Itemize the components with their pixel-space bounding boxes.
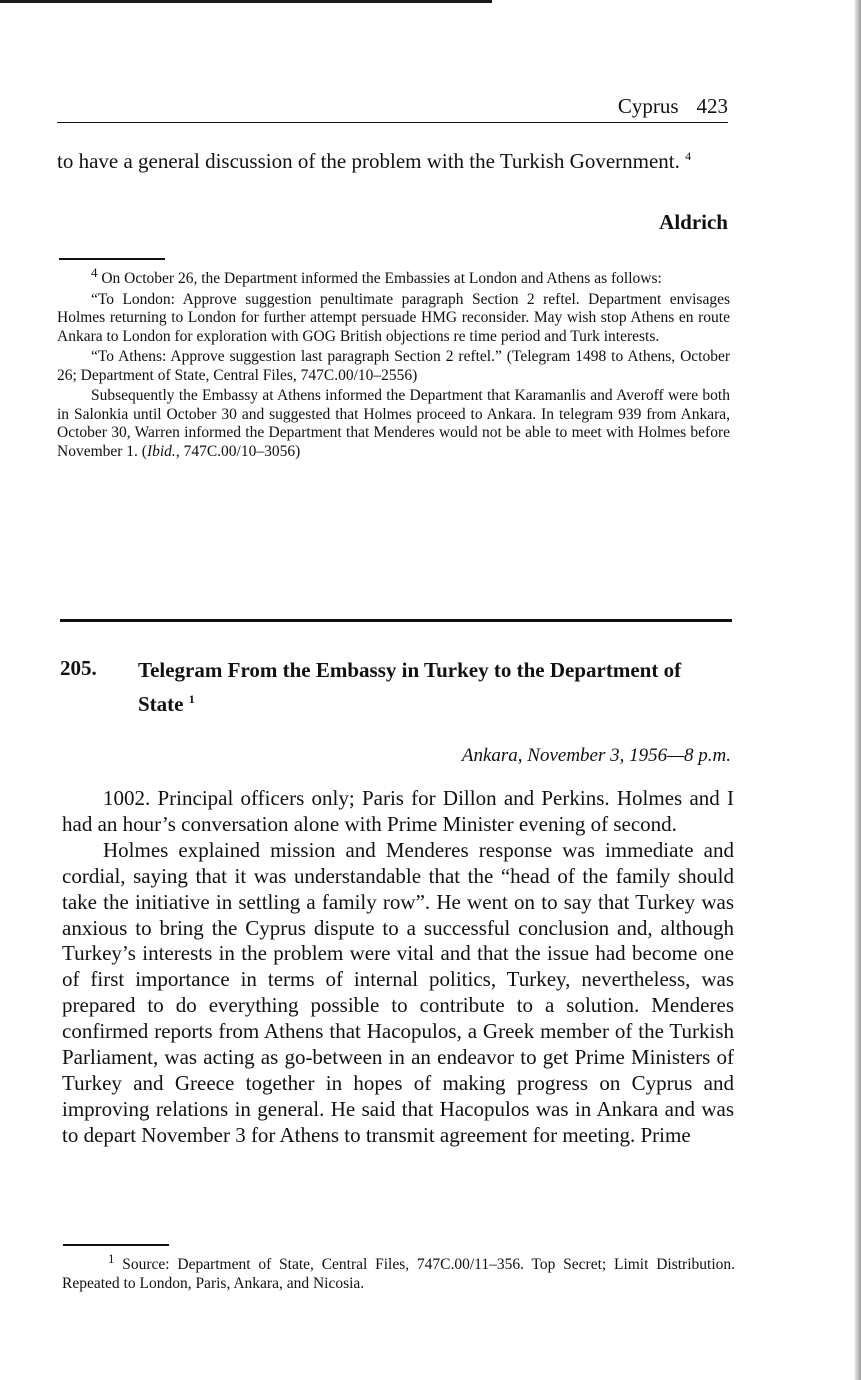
footnote-1 <box>62 1249 735 1293</box>
continuation-paragraph <box>57 142 728 176</box>
running-header <box>57 94 728 123</box>
footnote-4-p4-text: Subsequently the Embassy at Athens informed the Department that Karamanlis and Averoff were both in Salonkia until October 30 and suggested that Holmes proceed to Ankara. In telegram 939 from Ankara, October 30, Warren informed the Department that Menderes would not be able to meet with Holmes before November 1. ( <box>57 387 730 460</box>
body-paragraph-2: Holmes explained mission and Menderes response was immediate and cordial, saying that it was understandable that the “head of the family should take the initiative in settling a family row”. He went on to say that Turkey was anxious to bring the Cyprus dispute to a successful conclusion and, although Turkey’s interests in the problem were vital and that the issue had become one of first importance in terms of internal politics, Turkey, nevertheless, was prepared to do everything possible to contribute to a solution. Menderes confirmed reports from Athens that Hacopulos, a Greek member of the Turkish Parliament, was acting as go-between in an endeavor to get Prime Ministers of Turkey and Greece together in hopes of making progress on Cyprus and improving relations in general. He said that Hacopulos was in Ankara and was to depart November 3 for Athens to transmit agreement for meeting. Prime <box>62 837 734 1147</box>
document-title <box>138 656 698 719</box>
footnote-4-p4-end: , 747C.00/10–3056) <box>175 442 301 460</box>
footnote-1-number: 1 <box>108 1251 115 1266</box>
footnote-4 <box>57 264 730 463</box>
continuation-text: to have a general discussion of the problem with the Turkish Government. <box>57 149 680 173</box>
footnote-4-number: 4 <box>91 265 98 280</box>
top-scan-rule <box>0 0 492 3</box>
header-right <box>618 94 728 119</box>
telegram-body <box>62 786 734 1149</box>
body-paragraph-1: 1002. Principal officers only; Paris for Dillon and Perkins. Holmes and I had an hour’s conversation alone with Prime Minister evening of second. <box>62 786 734 836</box>
section-divider <box>60 619 732 622</box>
footnote-4-ibid: Ibid. <box>146 442 176 460</box>
page-edge-shadow <box>854 0 861 1380</box>
footnote-4-p1-text: On October 26, the Department informed the Embassies at London and Athens as follows: <box>101 270 662 288</box>
header-section-title: Cyprus <box>617 94 679 118</box>
signature-aldrich: Aldrich <box>659 210 728 234</box>
footnote-4-p3: “To Athens: Approve suggestion last paragraph Section 2 reftel.” (Telegram 1498 to Athens, October 26; Department of State, Central Files, 747C.00/10–2556) <box>57 348 730 384</box>
page-number: 423 <box>696 94 728 118</box>
document-title-text: Telegram From the Embassy in Turkey to the Department of State <box>138 658 682 716</box>
title-footnote-ref: 1 <box>188 692 195 706</box>
footnote-4-p2: “To London: Approve suggestion penultimate paragraph Section 2 reftel. Department envisages Holmes returning to London for further attempt persuade HMG reconsider. May wish stop Athens en route Ankara to London for exploration with GOG British objections re time period and Turk interests. <box>57 290 730 345</box>
footnote-1-text: Source: Department of State, Central Files, 747C.00/11–356. Top Secret; Limit Distribution. Repeated to London, Paris, Ankara, and Nicosia. <box>62 1256 735 1293</box>
footnote-rule <box>59 258 165 260</box>
document-number: 205. <box>60 656 97 680</box>
footnote-ref-4: 4 <box>685 149 692 163</box>
dateline: Ankara, November 3, 1956—8 p.m. <box>461 745 731 766</box>
footnote-4-p1 <box>57 264 730 289</box>
footnote-4-p4 <box>57 387 730 461</box>
footnote-rule-2 <box>63 1244 169 1246</box>
